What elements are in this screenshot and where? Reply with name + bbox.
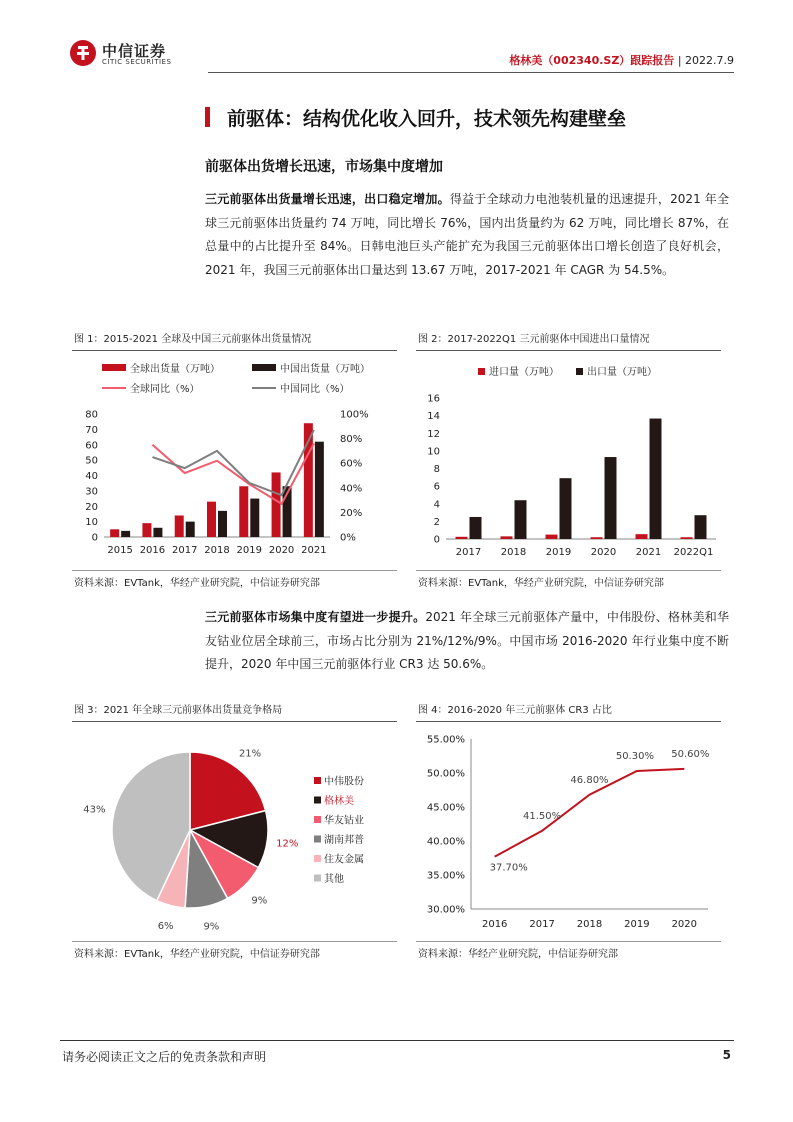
fig2-bar: [695, 515, 707, 539]
paragraph-2-lead: 三元前驱体市场集中度有望进一步提升。: [205, 610, 426, 624]
fig1-y2-tick-label: 80%: [340, 434, 363, 446]
fig1-y-tick-label: 20: [85, 501, 98, 513]
fig1-legend-label: 全球同比（%）: [130, 384, 200, 395]
figure-1-bottom-rule: [72, 570, 397, 571]
fig3-slice-label: 21%: [238, 748, 262, 760]
fig3-legend-label: 华友钴业: [324, 815, 364, 827]
fig3-legend-label: 中伟股份: [324, 776, 364, 788]
fig2-legend-label: 出口量（万吨）: [587, 367, 657, 378]
fig1-y-tick-label: 30: [85, 486, 98, 498]
header-divider: [208, 72, 734, 73]
figure-3-chart: [72, 723, 397, 938]
fig1-y2-tick-label: 20%: [340, 507, 363, 519]
fig2-bar: [546, 535, 558, 539]
fig1-legend-label: 中国出货量（万吨）: [280, 364, 370, 375]
fig2-bar: [681, 537, 693, 539]
fig3-legend-label: 湖南邦普: [324, 835, 364, 846]
figure-2-title: 图 2：2017-2022Q1 三元前驱体中国进出口量情况: [418, 334, 650, 345]
fig1-x-tick-label: 2017: [171, 545, 198, 556]
fig1-y2-tick-label: 60%: [340, 458, 363, 470]
fig4-y-tick-label: 30.00%: [426, 904, 465, 916]
fig1-bar: [272, 472, 281, 537]
fig3-slice-label: 43%: [83, 804, 106, 816]
figure-4-source: 资料来源：华经产业研究院，中信证券研究部: [418, 949, 618, 960]
fig2-legend-label: 进口量（万吨）: [489, 367, 559, 378]
fig1-series-line: [152, 430, 313, 495]
paragraph-2-body: 2021 年全球三元前驱体产量中，中伟股份、格林美和华友钴业位居全球前三，市场占比分别为 21%/12%/9%。中国市场 2016-2020 年行业集中度不断提升，2020 年中国三元前驱体行业 CR3 达 50.6%。: [205, 610, 729, 671]
fig1-bar: [175, 515, 184, 537]
fig2-x-tick-label: 2021: [635, 547, 662, 558]
fig4-x-tick-label: 2020: [671, 919, 698, 930]
fig1-x-tick-label: 2018: [204, 545, 230, 556]
fig1-x-tick-label: 2015: [107, 545, 133, 556]
figure-1-chart: [72, 352, 397, 567]
fig4-data-label: 37.70%: [489, 862, 528, 874]
fig2-bar: [501, 536, 513, 539]
fig2-bar: [560, 478, 572, 539]
fig1-bar: [110, 529, 119, 537]
logo-text-en: CITIC SECURITIES: [102, 58, 172, 66]
footer-divider: [60, 1040, 734, 1041]
fig3-legend-swatch: [314, 797, 321, 804]
figure-2-chart: [416, 352, 721, 567]
fig2-y-tick-label: 2: [433, 516, 440, 528]
fig3-slice-label: 12%: [276, 838, 299, 850]
fig1-y-tick-label: 60: [85, 440, 98, 452]
figure-2-bottom-rule: [416, 570, 721, 571]
fig4-x-tick-label: 2016: [481, 919, 508, 930]
figure-4-bottom-rule: [416, 941, 721, 942]
fig1-y2-tick-label: 40%: [340, 483, 363, 495]
report-company: 格林美（002340.SZ）跟踪报告: [509, 54, 675, 67]
logo-text-cn: 中信证券: [102, 42, 167, 60]
figure-4-top-rule: [416, 721, 721, 722]
fig1-y-tick-label: 40: [85, 471, 98, 482]
fig4-y-tick-label: 40.00%: [426, 836, 465, 848]
fig4-y-tick-label: 45.00%: [426, 802, 465, 814]
fig1-x-tick-label: 2021: [301, 545, 327, 556]
fig4-data-label: 41.50%: [523, 810, 562, 822]
section-title: [205, 104, 725, 132]
fig2-x-tick-label: 2018: [500, 547, 527, 558]
fig2-y-tick-label: 8: [433, 464, 440, 475]
figure-3-bottom-rule: [72, 941, 397, 942]
fig3-legend-swatch: [314, 777, 321, 784]
fig1-x-tick-label: 2016: [139, 545, 166, 556]
section-title-text: 前驱体：结构优化收入回升，技术领先构建壁垒: [227, 108, 627, 130]
figure-3-title: 图 3：2021 年全球三元前驱体出货量竞争格局: [74, 705, 283, 716]
paragraph-2: [205, 606, 729, 677]
fig2-bar: [605, 457, 617, 539]
fig1-legend-swatch: [102, 364, 126, 371]
fig4-x-tick-label: 2017: [529, 919, 555, 930]
fig1-x-tick-label: 2019: [236, 545, 263, 556]
figure-1-title: 图 1：2015-2021 全球及中国三元前驱体出货量情况: [74, 334, 312, 345]
fig1-bar: [315, 442, 324, 537]
fig4-y-tick-label: 55.00%: [426, 734, 465, 746]
subsection-title: 前驱体出货增长迅速，市场集中度增加: [205, 159, 443, 175]
fig2-legend-swatch: [576, 368, 583, 375]
paragraph-1-lead: 三元前驱体出货量增长迅速，出口稳定增加。: [205, 192, 450, 206]
fig2-legend-swatch: [478, 368, 485, 375]
fig2-y-tick-label: 0: [433, 534, 440, 546]
fig3-legend-swatch: [314, 875, 321, 882]
fig2-y-tick-label: 14: [427, 411, 440, 423]
fig1-y-tick-label: 50: [85, 455, 98, 467]
paragraph-1-body: 得益于全球动力电池装机量的迅速提升，2021 年全球三元前驱体出货量约 74 万吨，同比增长 76%，国内出货量约为 62 万吨，同比增长 87%，在总量中的占比提升至 84%。日韩电池巨头产能扩充为我国三元前驱体出口增长创造了良好机会，2021 年，我国三元前驱体出口量达到 13.67 万吨，2017-2021 年 CAGR 为 54.5%。: [205, 192, 729, 277]
fig3-legend-swatch: [314, 855, 321, 862]
figure-4-chart: [416, 723, 721, 938]
paragraph-1: [205, 188, 729, 282]
fig4-x-tick-label: 2018: [576, 919, 603, 930]
fig2-bar: [636, 534, 648, 539]
fig1-bar: [250, 499, 259, 537]
fig2-bar: [650, 419, 662, 539]
fig1-bar: [218, 511, 227, 537]
figure-1-source: 资料来源：EVTank，华经产业研究院，中信证券研究部: [74, 578, 320, 589]
fig2-bar: [470, 517, 482, 539]
fig2-y-tick-label: 6: [433, 481, 440, 493]
fig3-legend-swatch: [314, 816, 321, 823]
citic-logo-icon: [70, 40, 96, 66]
fig2-bar: [515, 500, 527, 539]
fig1-y-tick-label: 80: [85, 409, 98, 421]
fig1-y-tick-label: 10: [85, 517, 98, 529]
report-header-info: [509, 52, 734, 68]
fig2-y-tick-label: 16: [427, 393, 440, 405]
fig2-y-tick-label: 12: [427, 428, 440, 440]
fig1-y-tick-label: 0: [91, 532, 98, 544]
fig1-bar: [153, 528, 162, 537]
figure-2-source: 资料来源：EVTank，华经产业研究院，中信证券研究部: [418, 578, 664, 589]
fig3-legend-label: 其他: [324, 874, 344, 885]
fig3-legend-swatch: [314, 836, 321, 843]
figure-1-top-rule: [72, 350, 397, 351]
fig4-x-tick-label: 2019: [624, 919, 650, 930]
report-date: | 2022.7.9: [677, 54, 734, 67]
fig1-bar: [142, 523, 151, 537]
fig3-legend-label: 格林美: [324, 796, 354, 807]
fig1-bar: [121, 531, 130, 537]
fig1-legend-swatch: [252, 364, 276, 371]
fig2-y-tick-label: 10: [427, 446, 440, 458]
fig3-slice-label: 9%: [251, 895, 268, 907]
fig4-y-tick-label: 50.00%: [426, 768, 465, 780]
fig3-legend-label: 住友金属: [324, 854, 364, 866]
fig2-y-tick-label: 4: [433, 499, 440, 511]
footer-disclaimer: 请务必阅读正文之后的免责条款和声明: [62, 1050, 267, 1064]
fig1-legend-label: 全球出货量（万吨）: [130, 364, 220, 375]
fig4-data-label: 50.60%: [671, 748, 710, 760]
figure-4-title: 图 4：2016-2020 年三元前驱体 CR3 占比: [418, 705, 612, 716]
figure-2-top-rule: [416, 350, 721, 351]
figure-3-top-rule: [72, 721, 397, 722]
fig1-y2-tick-label: 0%: [340, 532, 356, 544]
fig4-y-tick-label: 35.00%: [426, 870, 465, 882]
section-title-marker: [205, 107, 210, 127]
fig1-y2-tick-label: 100%: [340, 409, 369, 421]
fig4-data-label: 50.30%: [615, 750, 654, 762]
fig1-x-tick-label: 2020: [268, 545, 295, 556]
page-header: [60, 36, 734, 76]
fig1-bar: [207, 502, 216, 537]
fig1-bar: [239, 486, 248, 537]
fig3-slice-label: 9%: [203, 921, 220, 933]
fig2-x-tick-label: 2022Q1: [673, 547, 714, 558]
fig3-slice-label: 6%: [157, 920, 174, 932]
fig1-y-tick-label: 70: [85, 424, 98, 436]
fig2-bar: [591, 537, 603, 539]
fig1-bar: [186, 522, 195, 537]
fig2-x-tick-label: 2019: [545, 547, 572, 558]
fig2-x-tick-label: 2017: [455, 547, 482, 558]
fig2-x-tick-label: 2020: [590, 547, 617, 558]
fig2-bar: [456, 537, 468, 539]
fig4-data-label: 46.80%: [570, 774, 609, 786]
page-number: 5: [722, 1048, 731, 1062]
figure-3-source: 资料来源：EVTank，华经产业研究院，中信证券研究部: [74, 949, 320, 960]
fig1-legend-label: 中国同比（%）: [280, 384, 350, 395]
